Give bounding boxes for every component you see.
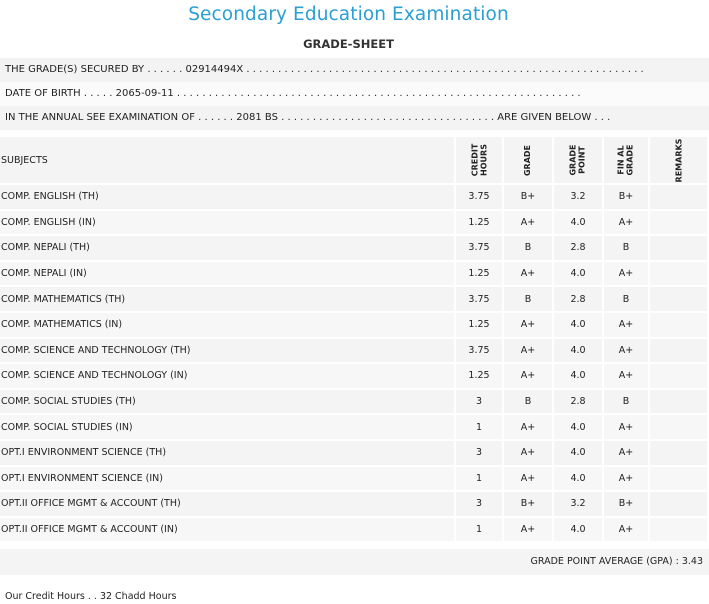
table-row	[0, 441, 709, 467]
grade-table	[0, 137, 709, 543]
remarks-cell	[650, 441, 709, 467]
final-grade-cell: A+	[604, 415, 650, 441]
table-row	[0, 185, 709, 211]
final-grade-cell: A+	[604, 467, 650, 493]
table-row	[0, 492, 709, 518]
date-of-birth-line: DATE OF BIRTH . . . . . 2065-09-11 . . . . . . . . . . . . . . . . . . . . . . . . . . . . . . . . . . . . . . . . . . . . . . . . . . . . . . . . . . . . . . . .	[0, 82, 709, 106]
grade-point-cell: 3.2	[554, 185, 604, 211]
grade-cell: A+	[504, 339, 554, 365]
header-remarks: REMARKS	[650, 137, 709, 185]
subject-cell: COMP. ENGLISH (IN)	[0, 211, 456, 237]
page-title: Secondary Education Examination	[188, 4, 509, 25]
final-grade-cell: A+	[604, 364, 650, 390]
grade-point-cell: 4.0	[554, 415, 604, 441]
remarks-cell	[650, 185, 709, 211]
remarks-cell	[650, 467, 709, 493]
final-grade-cell: A+	[604, 339, 650, 365]
remarks-cell	[650, 211, 709, 237]
final-grade-cell: A+	[604, 211, 650, 237]
header-final-grade: FIN AL GRADE	[604, 137, 650, 185]
credit-hours-cell: 3.75	[456, 236, 504, 262]
final-grade-cell: A+	[604, 441, 650, 467]
remarks-cell	[650, 492, 709, 518]
grade-cell: A+	[504, 313, 554, 339]
table-row	[0, 339, 709, 365]
grade-point-cell: 4.0	[554, 313, 604, 339]
final-grade-cell: B+	[604, 185, 650, 211]
credit-hours-cell: 1.25	[456, 211, 504, 237]
table-row	[0, 262, 709, 288]
credit-hours-cell: 1.25	[456, 364, 504, 390]
grade-point-cell: 4.0	[554, 364, 604, 390]
grade-point-cell: 4.0	[554, 262, 604, 288]
subject-cell: COMP. SOCIAL STUDIES (TH)	[0, 390, 456, 416]
credit-hours-cell: 1	[456, 467, 504, 493]
grade-point-cell: 4.0	[554, 518, 604, 544]
subject-cell: COMP. SOCIAL STUDIES (IN)	[0, 415, 456, 441]
remarks-cell	[650, 236, 709, 262]
header-subjects: SUBJECTS	[0, 137, 456, 185]
subject-cell: COMP. ENGLISH (TH)	[0, 185, 456, 211]
table-row	[0, 518, 709, 544]
credit-hours-cell: 3.75	[456, 339, 504, 365]
grade-table-body	[0, 185, 709, 543]
credit-hours-cell: 3.75	[456, 287, 504, 313]
grade-cell: A+	[504, 518, 554, 544]
grade-cell: B	[504, 287, 554, 313]
grade-table-header	[0, 137, 709, 185]
grade-point-cell: 4.0	[554, 441, 604, 467]
header-grade-point: GRADE POINT	[554, 137, 604, 185]
header-grade: GRADE	[504, 137, 554, 185]
remarks-cell	[650, 415, 709, 441]
credit-hours-cell: 1	[456, 415, 504, 441]
subject-cell: COMP. SCIENCE AND TECHNOLOGY (TH)	[0, 339, 456, 365]
grade-cell: A+	[504, 441, 554, 467]
table-row	[0, 287, 709, 313]
remarks-cell	[650, 518, 709, 544]
credit-hours-cell: 3.75	[456, 185, 504, 211]
final-grade-cell: B	[604, 390, 650, 416]
grade-point-cell: 3.2	[554, 492, 604, 518]
subject-cell: COMP. NEPALI (IN)	[0, 262, 456, 288]
subject-cell: OPT.II OFFICE MGMT & ACCOUNT (IN)	[0, 518, 456, 544]
subject-cell: COMP. SCIENCE AND TECHNOLOGY (IN)	[0, 364, 456, 390]
final-grade-cell: A+	[604, 262, 650, 288]
grade-point-cell: 2.8	[554, 390, 604, 416]
grade-point-cell: 2.8	[554, 236, 604, 262]
table-row	[0, 390, 709, 416]
table-row	[0, 415, 709, 441]
final-grade-cell: A+	[604, 518, 650, 544]
final-grade-cell: B	[604, 287, 650, 313]
gpa-summary: GRADE POINT AVERAGE (GPA) : 3.43	[0, 549, 709, 575]
remarks-cell	[650, 390, 709, 416]
secured-by-line: THE GRADE(S) SECURED BY . . . . . . 02914494X . . . . . . . . . . . . . . . . . . . . . . . . . . . . . . . . . . . . . . . . . . . . . . . . . . . . . . . . . . . . . . .	[0, 58, 709, 82]
final-grade-cell: A+	[604, 313, 650, 339]
grade-sheet-heading: GRADE-SHEET	[303, 37, 394, 51]
remarks-cell	[650, 287, 709, 313]
table-row	[0, 467, 709, 493]
table-row	[0, 364, 709, 390]
subject-cell: OPT.I ENVIRONMENT SCIENCE (IN)	[0, 467, 456, 493]
subject-cell: COMP. NEPALI (TH)	[0, 236, 456, 262]
table-row	[0, 211, 709, 237]
grade-cell: B+	[504, 185, 554, 211]
grade-cell: A+	[504, 467, 554, 493]
grade-cell: A+	[504, 211, 554, 237]
grade-cell: B	[504, 236, 554, 262]
grade-cell: B	[504, 390, 554, 416]
grade-point-cell: 2.8	[554, 287, 604, 313]
header-credit-hours: CREDIT HOURS	[456, 137, 504, 185]
remarks-cell	[650, 364, 709, 390]
subject-cell: OPT.I ENVIRONMENT SCIENCE (TH)	[0, 441, 456, 467]
credit-hours-cell: 3	[456, 492, 504, 518]
grade-point-cell: 4.0	[554, 339, 604, 365]
grade-point-cell: 4.0	[554, 211, 604, 237]
table-row	[0, 313, 709, 339]
grade-cell: A+	[504, 364, 554, 390]
subject-cell: COMP. MATHEMATICS (IN)	[0, 313, 456, 339]
credit-hours-footer: Our Credit Hours . . 32 Chadd Hours	[5, 591, 177, 602]
credit-hours-cell: 1	[456, 518, 504, 544]
grade-cell: A+	[504, 262, 554, 288]
remarks-cell	[650, 339, 709, 365]
exam-line: IN THE ANNUAL SEE EXAMINATION OF . . . . . . 2081 BS . . . . . . . . . . . . . . . . . . . . . . . . . . . . . . . . . . ARE GIVEN BELOW . . .	[0, 106, 709, 130]
subject-cell: OPT.II OFFICE MGMT & ACCOUNT (TH)	[0, 492, 456, 518]
grade-cell: A+	[504, 415, 554, 441]
final-grade-cell: B	[604, 236, 650, 262]
credit-hours-cell: 1.25	[456, 262, 504, 288]
credit-hours-cell: 1.25	[456, 313, 504, 339]
credit-hours-cell: 3	[456, 441, 504, 467]
grade-point-cell: 4.0	[554, 467, 604, 493]
table-row	[0, 236, 709, 262]
final-grade-cell: B+	[604, 492, 650, 518]
remarks-cell	[650, 262, 709, 288]
subject-cell: COMP. MATHEMATICS (TH)	[0, 287, 456, 313]
credit-hours-cell: 3	[456, 390, 504, 416]
remarks-cell	[650, 313, 709, 339]
grade-cell: B+	[504, 492, 554, 518]
